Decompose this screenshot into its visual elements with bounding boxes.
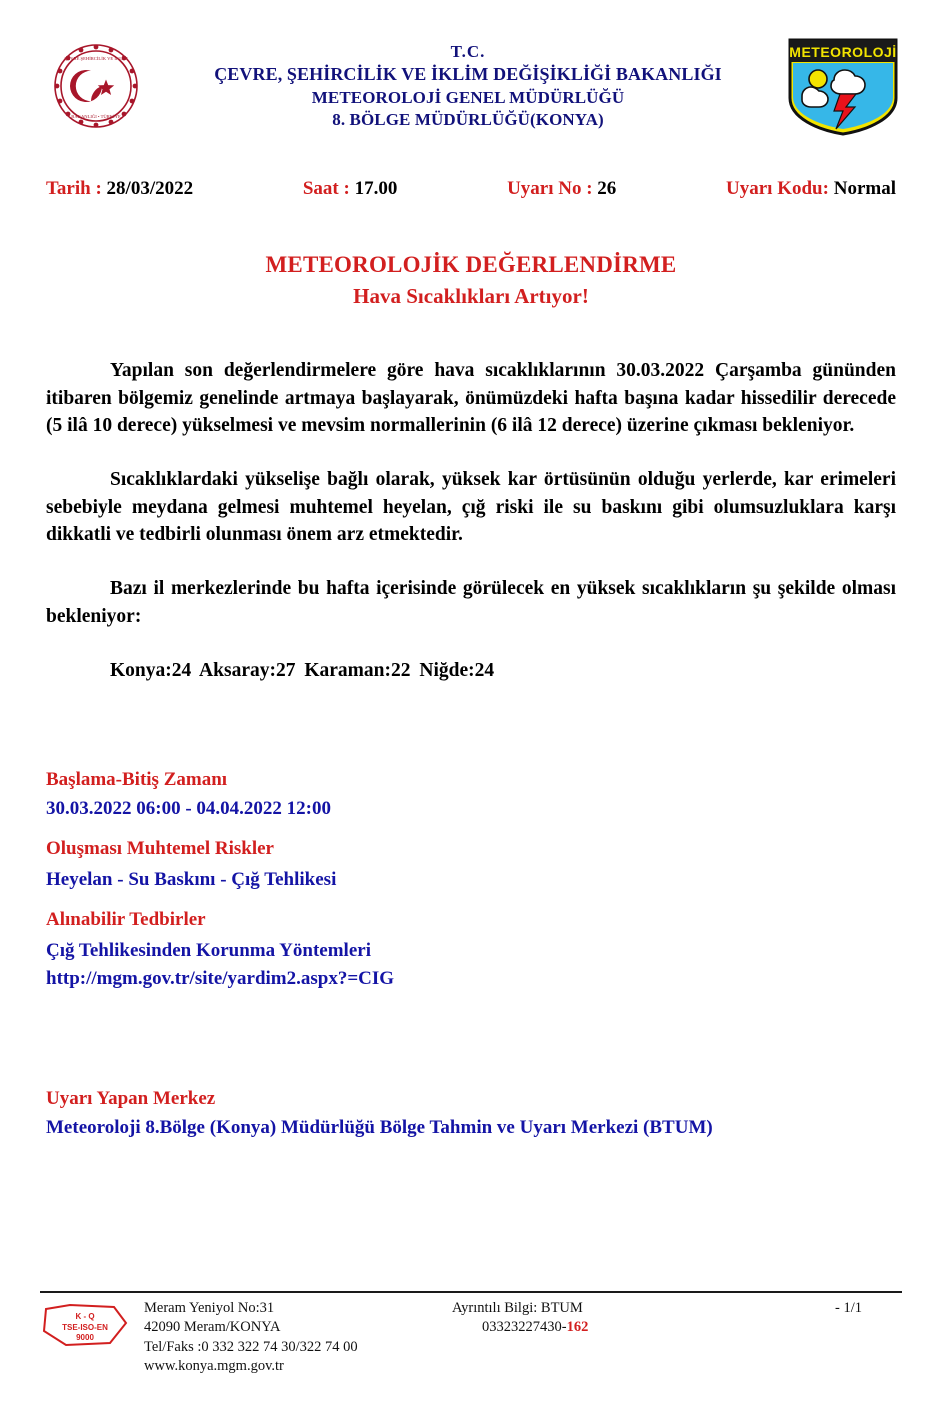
page-title: METEOROLOJİK DEĞERLENDİRME bbox=[265, 252, 677, 277]
svg-text:9000: 9000 bbox=[76, 1332, 94, 1342]
meta-time-value: 17.00 bbox=[354, 178, 398, 199]
svg-text:BAKANLIĞI • TÜRKİYE: BAKANLIĞI • TÜRKİYE bbox=[71, 114, 121, 119]
footer-website[interactable]: www.konya.mgm.gov.tr bbox=[144, 1358, 284, 1375]
measures-value: Çığ Tehlikesinden Korunma Yöntemleri bbox=[46, 939, 371, 961]
meta-warning-no bbox=[507, 178, 616, 200]
paragraph-2: Sıcaklıklardaki yükselişe bağlı olarak, yüksek kar örtüsünün olduğu yerlerde, kar erimeleri sebebiyle meydana gelmesi muhtemel heyelan, çığ riski ile su baskını gibi olumsuzluklara karşı dikkatli ve tedbirli olunması önem arz etmektedir. bbox=[46, 469, 896, 546]
warning-details bbox=[40, 766, 902, 994]
paragraph-3: Bazı il merkezlerinde bu hafta içerisinde görülecek en yüksek sıcaklıkların şu şekilde olması bekleniyor: bbox=[46, 578, 896, 627]
paragraph-city-temperatures: Konya:24 Aksaray:27 Karaman:22 Niğde:24 bbox=[110, 659, 495, 681]
footer-address-line-2: 42090 Meram/KONYA bbox=[144, 1319, 281, 1336]
meta-date-value: 28/03/2022 bbox=[106, 178, 194, 199]
svg-text:METEOROLOJİ: METEOROLOJİ bbox=[789, 44, 897, 60]
measures-label: Alınabilir Tedbirler bbox=[46, 909, 206, 931]
document-header bbox=[40, 0, 902, 138]
body-text bbox=[40, 357, 902, 684]
document-footer bbox=[40, 1291, 902, 1377]
header-line-tc: T.C. bbox=[450, 42, 486, 62]
footer-info-phone-ext: 162 bbox=[566, 1319, 589, 1336]
risks-label: Oluşması Muhtemel Riskler bbox=[46, 838, 274, 860]
header-line-ministry: ÇEVRE, ŞEHİRCİLİK VE İKLİM DEĞİŞİKLİĞİ BAKANLIĞI bbox=[214, 64, 722, 85]
meta-time-label: Saat : bbox=[302, 178, 350, 199]
turkish-state-emblem-icon bbox=[40, 34, 152, 138]
footer-divider bbox=[40, 1291, 902, 1293]
footer-info-phone-prefix: 03323227430- bbox=[482, 1319, 567, 1336]
footer-info-phone bbox=[452, 1318, 722, 1338]
title-block bbox=[40, 252, 902, 309]
meta-warning-code-value: Normal bbox=[833, 178, 896, 199]
risks-value: Heyelan - Su Baskını - Çığ Tehlikesi bbox=[46, 868, 337, 890]
meta-warning-code bbox=[726, 178, 896, 200]
footer-contact-info bbox=[444, 1299, 722, 1338]
meta-date-label: Tarih : bbox=[46, 178, 102, 199]
meteoroloji-logo-icon bbox=[784, 34, 902, 138]
meta-warning-no-value: 26 bbox=[597, 178, 617, 199]
header-line-directorate: METEOROLOJİ GENEL MÜDÜRLÜĞÜ bbox=[311, 87, 625, 107]
svg-text:K - Q: K - Q bbox=[75, 1311, 95, 1321]
paragraph-1: Yapılan son değerlendirmelere göre hava sıcaklıklarının 30.03.2022 Çarşamba gününden itibaren bölgemiz genelinde artmaya başlayarak, önümüzdeki hafta başına kadar hissedilir derecede (5 ilâ 10 derece) yükselmesi ve mevsim normallerinin (6 ilâ 12 derece) üzerine çıkması bekleniyor. bbox=[46, 360, 896, 437]
meta-time bbox=[303, 178, 397, 200]
meta-warning-code-label: Uyarı Kodu: bbox=[726, 178, 829, 199]
svg-text:TSE-ISO-EN: TSE-ISO-EN bbox=[62, 1322, 108, 1332]
footer-address-line-3: Tel/Faks :0 332 322 74 30/322 74 00 bbox=[144, 1338, 358, 1355]
issuing-center-label: Uyarı Yapan Merkez bbox=[46, 1087, 216, 1109]
footer-address bbox=[144, 1299, 444, 1377]
tse-certificate-icon bbox=[40, 1299, 144, 1356]
meta-warning-no-label: Uyarı No : bbox=[507, 178, 593, 199]
meta-date bbox=[46, 178, 193, 200]
svg-text:ÇEVRE ŞEHİRCİLİK VE İKLİM: ÇEVRE ŞEHİRCİLİK VE İKLİM bbox=[64, 56, 128, 61]
issuing-center bbox=[40, 1084, 902, 1143]
start-end-label: Başlama-Bitiş Zamanı bbox=[46, 769, 228, 791]
footer-address-line-1: Meram Yeniyol No:31 bbox=[144, 1299, 275, 1316]
issuing-center-value: Meteoroloji 8.Bölge (Konya) Müdürlüğü Bölge Tahmin ve Uyarı Merkezi (BTUM) bbox=[46, 1117, 713, 1139]
meta-row bbox=[40, 178, 902, 200]
start-end-value: 30.03.2022 06:00 - 04.04.2022 12:00 bbox=[46, 797, 331, 819]
measures-link[interactable]: http://mgm.gov.tr/site/yardim2.aspx?=CIG bbox=[46, 968, 395, 990]
footer-page-number: - 1/1 bbox=[835, 1299, 862, 1316]
footer-info-label: Ayrıntılı Bilgi: BTUM bbox=[452, 1299, 583, 1316]
page-subtitle: Hava Sıcaklıkları Artıyor! bbox=[353, 284, 589, 308]
header-line-region: 8. BÖLGE MÜDÜRLÜĞÜ(KONYA) bbox=[332, 109, 604, 129]
header-title-block bbox=[152, 41, 784, 131]
